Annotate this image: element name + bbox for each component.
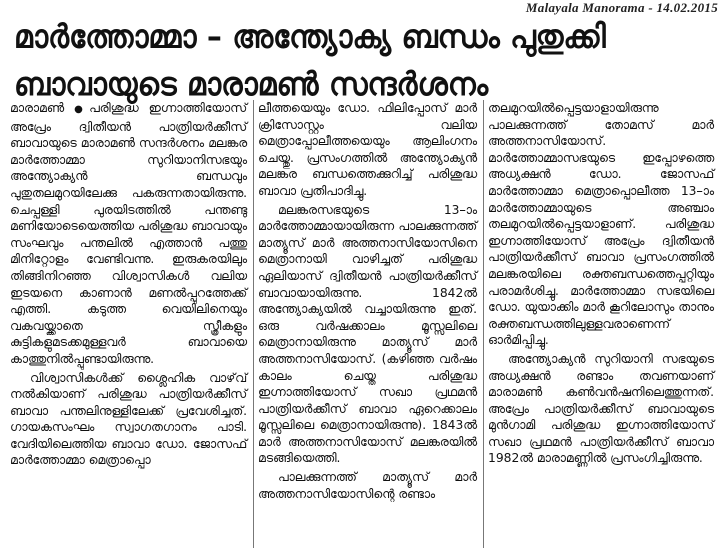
headline-line-1: മാർത്തോമ്മാ – അന്ത്യോക്യ ബന്ധം പുതുക്കി [14, 18, 606, 57]
paragraph: പാലക്കുന്നത്ത് മാത്യൂസ് മാർ അത്തനാസിയോസിന്റെ രണ്ടാം [258, 470, 477, 501]
article-column-2 [253, 100, 483, 548]
headline [14, 14, 714, 109]
article-body [6, 100, 720, 548]
paragraph: അന്ത്യോക്യൻ സുറിയാനി സഭയുടെ അധ്യക്ഷൻ രണ്ടാം തവണയാണ് മാരാമൺ കൺവൻഷനിലെത്തുന്നത്. അപ്രേം പാത്രിയർക്കീസ് ബാവായുടെ മുൻഗാമി പരിശുദ്ധ ഇഗ്നാത്തിയോസ് സഖാ പ്രഥമൻ പാത്രിയർക്കീസ് ബാവാ 1982ൽ മാരാമണ്ണിൽ പ്രസംഗിച്ചിരുന്നു. [488, 351, 714, 466]
paragraph: ലീത്തയെയും ഡോ. ഫിലിപ്പോസ് മാർ ക്രിസോസ്റ്റം വലിയ മെത്രാപ്പോലീത്തയെയും ആലിംഗനം ചെയ്തു. പ്രസംഗത്തിൽ അന്ത്യോക്യൻ മലങ്കര ബന്ധത്തെക്കുറിച്ച് പരിശുദ്ധ ബാവാ പ്രതിപാദിച്ചു. [258, 101, 477, 198]
dateline: മാരാമൺ [10, 101, 64, 115]
article-column-3 [483, 100, 720, 548]
headline-line-2: ബാവായുടെ മാരാമൺ സന്ദർശനം [14, 65, 489, 104]
article-column-1 [6, 100, 253, 548]
masthead: Malayala Manorama - 14.02.2015 [525, 0, 718, 15]
bullet-icon: ● [74, 104, 90, 115]
paragraph: മലങ്കരസഭയുടെ 13–ാം മാർത്തോമ്മായായിരുന്ന പാലക്കുന്നത്ത് മാത്യൂസ് മാർ അത്തനാസിയോസിനെ മെത്രാനായി വാഴിച്ചത് പരിശുദ്ധ ഏലിയാസ് ദ്വിതീയൻ പാത്രിയർക്കീസ് ബാവായായിരുന്നു. 1842ൽ അന്ത്യോക്യയിൽ വച്ചായിരുന്നു ഇത്. ഒരു വർഷക്കാലം മൂസ്സലിലെ മെത്രാനായിരുന്നു മാത്യൂസ് മാർ അത്തനാസിയോസ്. (കഴിഞ്ഞ വർഷം കാലം ചെയ്ത പരിശുദ്ധ ഇഗ്നാത്തിയോസ് സഖാ പ്രഥമൻ പാത്രിയർക്കീസ് ബാവാ ഏറെക്കാലം മൂസ്സലിലെ മെത്രാനായിരുന്നു). 1843ൽ മാർ അത്തനാസിയോസ് മലങ്കരയിൽ മടങ്ങിയെത്തി. [258, 202, 477, 466]
paragraph: വിശ്വാസികൾക്ക് ശ്ലൈഹിക വാഴ്‌വ് നൽകിയാണ് പരിശുദ്ധ പാത്രിയർക്കീസ് ബാവാ പന്തലിനുള്ളിലേക്ക് പ്രവേശിച്ചത്. ഗായകസംഘം സ്വാഗതഗാനം പാടി. വേദിയിലെത്തിയ ബാവാ ഡോ. ജോസഫ് മാർത്തോമ്മാ മെത്രാപ്പൊ [10, 370, 247, 468]
paragraph [10, 100, 247, 368]
paragraph-text: പരിശുദ്ധ ഇഗ്നാത്തിയോസ് അപ്രേം ദ്വിതീയൻ പാത്രിയർക്കീസ് ബാവായുടെ മാരാമൺ സന്ദർശനം മലങ്കര മാർത്തോമ്മാ സുറിയാനിസഭയും അന്ത്യോക്യൻ ബന്ധവും പുതുതലമുറയിലേക്കു പകരുന്നതായിരുന്നു. ചെപ്പള്ളി പുരയിടത്തിൽ പന്തണ്ടു മണിയോടെയെത്തിയ പരിശുദ്ധ ബാവായും സംഘവും പന്തലിൽ എത്താൻ പത്തു മിനിറ്റോളം വേണ്ടിവന്നു. ഇരുകരയിലും തിങ്ങിനിറഞ്ഞ വിശ്വാസികൾ വലിയ ഇടയനെ കാണാൻ മണൽപ്പുറത്തേക്ക് എത്തി. കടുത്ത വെയിലിനെയും വകവയ്ക്കാതെ സ്ത്രീകളും കുട്ടികളുമടക്കമുള്ളവർ ബാവായെ കാത്തുനിൽപ്പുണ്ടായിരുന്നു. [10, 101, 247, 366]
paragraph: തലമുറയിൽപ്പെട്ടയാളായിരുന്നു പാലക്കുന്നത്ത് തോമസ് മാർ അത്തനാസിയോസ്. മാർത്തോമ്മാസഭയുടെ ഇപ്പോഴത്തെ അധ്യക്ഷൻ ഡോ. ജോസഫ് മാർത്തോമ്മാ മെത്രാപ്പൊലീത്ത 13–ാം മാർത്തോമ്മായുടെ അഞ്ചാം തലമുറയിൽപ്പെട്ടയാളാണ്. പരിശുദ്ധ ഇഗ്നാത്തിയോസ് അപ്രേം ദ്വിതീയൻ പാത്രിയർക്കീസ് ബാവാ പ്രസംഗത്തിൽ മലങ്കരയിലെ രക്തബന്ധത്തെപ്പറ്റിയും പരാമർശിച്ചു. മാർത്തോമ്മാ സഭയിലെ ഡോ. യുയാക്കിം മാർ കൂറിലോസും താനും രക്തബന്ധത്തിലുള്ളവരാണെന്ന് ഓർമിപ്പിച്ചു. [488, 101, 714, 348]
